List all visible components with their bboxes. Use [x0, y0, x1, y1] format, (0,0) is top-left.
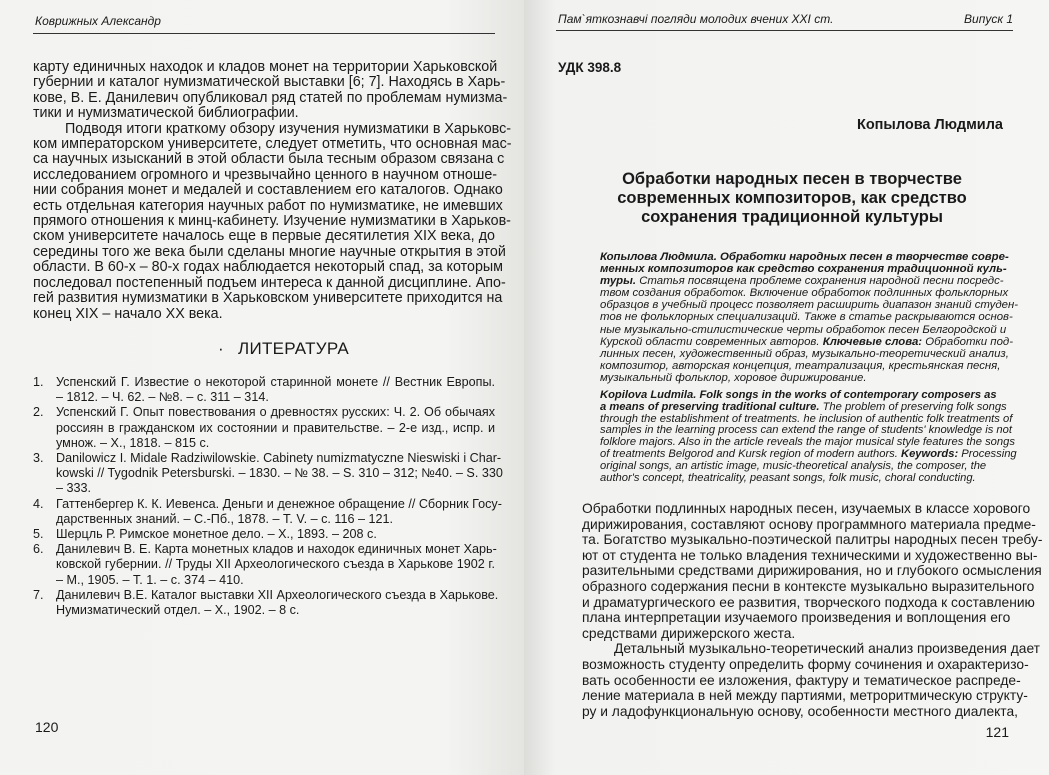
abstract-segment: Processing: [958, 447, 1017, 460]
text-line: ском университете началось еще в первые десятилетия XIX века, до: [33, 228, 495, 245]
abstract-segment: folklore majors. Also in the article reveals the major musical style features the songs: [600, 436, 1015, 449]
reference-line: – М., 1905. – Т. 1. – с. 374 – 410.: [56, 572, 244, 587]
abstract-segment: музыкальный фольклор, хоровое дирижирование.: [600, 371, 867, 384]
abstract-line: [600, 323, 1007, 336]
reference-item: [33, 451, 503, 497]
reference-line: Успенский Г. Опыт повествования о древностях русских: Ч. 2. Об обычаях: [56, 405, 495, 420]
text-line: ру и ладофункциональную основу, особенности местного диалекта,: [582, 703, 1018, 719]
reference-item: [33, 405, 495, 451]
reference-item: [33, 542, 495, 588]
abstract-line: [600, 359, 1001, 372]
reference-line: ковской губернии. // Труды XII Археологического съезда в Харькове 1902 г.: [56, 557, 495, 572]
text-line: последовал постепенный подъем интереса к данной дисциплине. Апо-: [33, 274, 506, 291]
abstract-segment: Обработки под-: [922, 335, 1013, 348]
abstract-segment: Ключевые слова:: [822, 335, 923, 348]
text-line: нии собрания монет и медалей и составлением его каталогов. Однако: [33, 182, 503, 199]
abstract-segment: samples in the learning process can extend the range of students' knowledge is not: [600, 424, 1012, 437]
reference-line: Гаттенбергер К. К. Иевенса. Деньги и денежное обращение // Сборник Госу-: [56, 496, 502, 511]
text-line: возможность студенту определить форму сочинения и охарактеризо-: [582, 656, 1029, 672]
references-list: [33, 375, 503, 618]
reference-line: россиян в гражданском их состоянии и правительстве. – 2-е изд., испр. и: [56, 420, 495, 435]
reference-line: kowski // Tygodnik Petersburski. – 1830. – № 38. – S. 310 – 312; №40. – S. 330: [56, 466, 503, 481]
reference-line: Данилевич В.Е. Каталог выставки XII Археологического съезда в Харькове.: [56, 587, 499, 602]
abstract-segment: The problem of preserving folk songs: [819, 400, 1007, 413]
reference-line: – 1812. – Ч. 62. – №8. – с. 311 – 314.: [56, 390, 269, 405]
reference-line: Успенский Г. Известие о некоторой старинной монете // Вестник Европы.: [56, 375, 495, 389]
abstract-line: [600, 299, 1019, 312]
abstract-english: [600, 389, 1017, 484]
abstract-segment: of treatments Belgorod and Kursk region of modern authors.: [600, 447, 901, 460]
page-number: 121: [985, 724, 1009, 740]
reference-line: Danilowicz I. Midale Radziwilowskie. Cabinety numizmatyczne Nieswiski i Char-: [56, 451, 502, 466]
header-rule: [556, 30, 1013, 31]
abstract-segment: менных композиторов как средство сохранения традиционной куль-: [600, 263, 1007, 276]
abstract-segment: Kopilova Ludmila. Folk songs in the works of contemporary composers as: [600, 389, 997, 401]
abstract-segment: линных песен, художественный образ, музыкально-теоретический анализ,: [600, 347, 1009, 360]
text-line: средствами дирижерского жеста.: [582, 625, 796, 641]
text-line: Детальный музыкально-теоретический анализ произведения дает: [614, 641, 1040, 657]
abstract-line: [600, 473, 986, 485]
abstract-segment: Копылова Людмила. Обработки народных песен в творчестве совре-: [600, 251, 1009, 263]
title-line: современных композиторов, как средство: [617, 189, 967, 207]
reference-line: – 333.: [56, 481, 92, 496]
abstract-line: [600, 251, 1009, 263]
text-line: са научных изысканий в этой области была тесным образом связана с: [33, 151, 505, 168]
abstract-line: [600, 287, 1009, 300]
text-line: Подводя итоги краткому обзору изучения нумизматики в Харьковс-: [65, 120, 511, 137]
reference-number: 4.: [33, 496, 44, 511]
text-line: вать особенности ее изложения, фактуру и тематическое распреде-: [582, 672, 1021, 688]
text-line: конец XIX – начало XX века.: [33, 305, 223, 322]
reference-line: дарственных знаний. – С.-Пб., 1878. – Т. V. – с. 116 – 121.: [56, 511, 393, 526]
article-author: Копылова Людмила: [856, 117, 1003, 133]
abstract-segment: тов не фольклорных специализаций. Также в статье раскрываются основ-: [600, 311, 1013, 324]
abstract-line: [600, 347, 1009, 360]
page-number: 120: [35, 719, 59, 735]
reference-line: Данилевич В. Е. Карта монетных кладов и находок единичных монет Харь-: [56, 542, 497, 557]
running-header-author: Коврижных Александр: [35, 14, 161, 28]
text-line: разительными средствами дирижирования, но и глубокого осмысления: [582, 563, 1042, 579]
text-line: ют от студента не только владения техническими и художественно вы-: [582, 547, 1038, 563]
running-header-journal: Пам`яткознавчі погляди молодих вчених XXI ст.: [558, 12, 834, 26]
text-line: Обработки подлинных народных песен, изучаемых в классе хорового: [582, 501, 1031, 516]
abstract-segment: туры.: [600, 275, 637, 288]
reference-line: Нумизматический отдел. – Х., 1902. – 8 с.: [56, 603, 300, 618]
reference-number: 5.: [33, 527, 44, 542]
references-heading: ЛИТЕРАТУРА: [238, 339, 350, 358]
abstract-segment: a means of preserving traditional culture.: [600, 400, 820, 413]
text-line: исследованием огромного и чрезвычайно ценного в научном отноше-: [33, 166, 498, 183]
abstract-segment: ные музыкально-стилистические черты обработок песен Белгородской и: [600, 323, 1007, 336]
reference-number: 3.: [33, 451, 44, 466]
reference-item: [33, 587, 499, 618]
reference-number: 2.: [33, 405, 44, 420]
text-line: и драматургического ее развития, творческого подхода к составлению: [582, 594, 1035, 610]
abstract-line: [600, 311, 1013, 324]
reference-line: умнож. – Х., 1818. – 815 с.: [56, 435, 210, 450]
body-text: [33, 59, 512, 322]
text-line: середины того же века были сделаны многие научные открытия в этой: [33, 243, 506, 260]
text-line: образного содержания песни в контексте музыкально выразительного: [582, 578, 1035, 594]
left-page: [0, 0, 524, 775]
text-line: прямого отношения к минц-кабинету. Изучение нумизматики в Харьков-: [33, 213, 511, 230]
text-line: ком императорском университете, следует отметить, что основная мас-: [33, 136, 512, 153]
text-line: гей развития нумизматики в Харьковском университете приходится на: [33, 290, 503, 307]
abstract-line: [600, 372, 986, 384]
running-header-issue: Випуск 1: [964, 12, 1013, 26]
text-line: дирижирования, составляют основу программного материала предме-: [582, 516, 1036, 532]
abstract-segment: through the establishment of treatments. he inclusion of authentic folk treatments of: [600, 412, 1013, 425]
reference-item: [33, 496, 502, 527]
reference-line: Шерцль Р. Римское монетное дело. – Х., 1893. – 208 с.: [56, 527, 377, 542]
article-title: [582, 170, 1002, 227]
abstract-line: [600, 263, 1007, 276]
header-rule: [33, 33, 495, 34]
abstract-line: [600, 335, 1013, 348]
text-line: есть отдельная категория научных работ по нумизматике, не имевших: [33, 197, 503, 214]
abstract-segment: образцов в учебный процесс позволяет расширить диапазон знаний студен-: [600, 299, 1019, 312]
udc-code: УДК 398.8: [558, 60, 622, 75]
abstract-line: [600, 275, 1004, 288]
title-line: Обработки народных песен в творчестве: [622, 170, 962, 188]
right-page: [524, 0, 1049, 775]
reference-number: 7.: [33, 587, 44, 602]
text-line: та. Богатство музыкально-поэтической палитры народных песен требу-: [582, 532, 1043, 548]
text-line: плана интерпретации изучаемого произведения и воплощения его: [582, 610, 1011, 626]
text-line: кове, В. Е. Данилевич опубликовал ряд статей по проблемам нумизма-: [33, 89, 508, 106]
text-line: области. В 60-х – 80-х годах наблюдается некоторый спад, за которым: [33, 259, 504, 276]
text-line: тики и нумизматической библиографии.: [33, 105, 299, 122]
abstract-segment: author's concept, theatricality, peasant songs, folk music, choral conducting.: [600, 471, 976, 484]
title-line: сохранения традиционной культуры: [641, 208, 943, 226]
abstract-segment: Курской области современных авторов.: [600, 335, 823, 348]
reference-item: [33, 375, 495, 405]
reference-number: 1.: [33, 375, 44, 389]
abstract-segment: Keywords:: [901, 447, 959, 460]
reference-number: 6.: [33, 542, 44, 557]
text-line: губернии и каталог нумизматической выставки [6; 7]. Находясь в Харь-: [33, 74, 506, 91]
abstract-segment: твом создания обработок. Включение обработок подлинных фольклорных: [600, 287, 1009, 300]
abstract-russian: [600, 251, 1019, 384]
text-line: ление материала в ней между партиями, метроритмическую структу-: [582, 688, 1028, 704]
stray-dot: ·: [218, 339, 224, 358]
abstract-segment: original songs, an artistic image, music-theoretical analysis, the composer, the: [600, 459, 987, 472]
abstract-segment: Статья посвящена проблеме сохранения народной песни посредс-: [636, 275, 1004, 288]
abstract-segment: композитор, авторская концепция, театрализация, крестьянская песня,: [600, 359, 1001, 372]
body-text: [582, 501, 1043, 719]
reference-item: [33, 527, 495, 542]
text-line: карту единичных находок и кладов монет на территории Харьковской: [33, 59, 498, 75]
